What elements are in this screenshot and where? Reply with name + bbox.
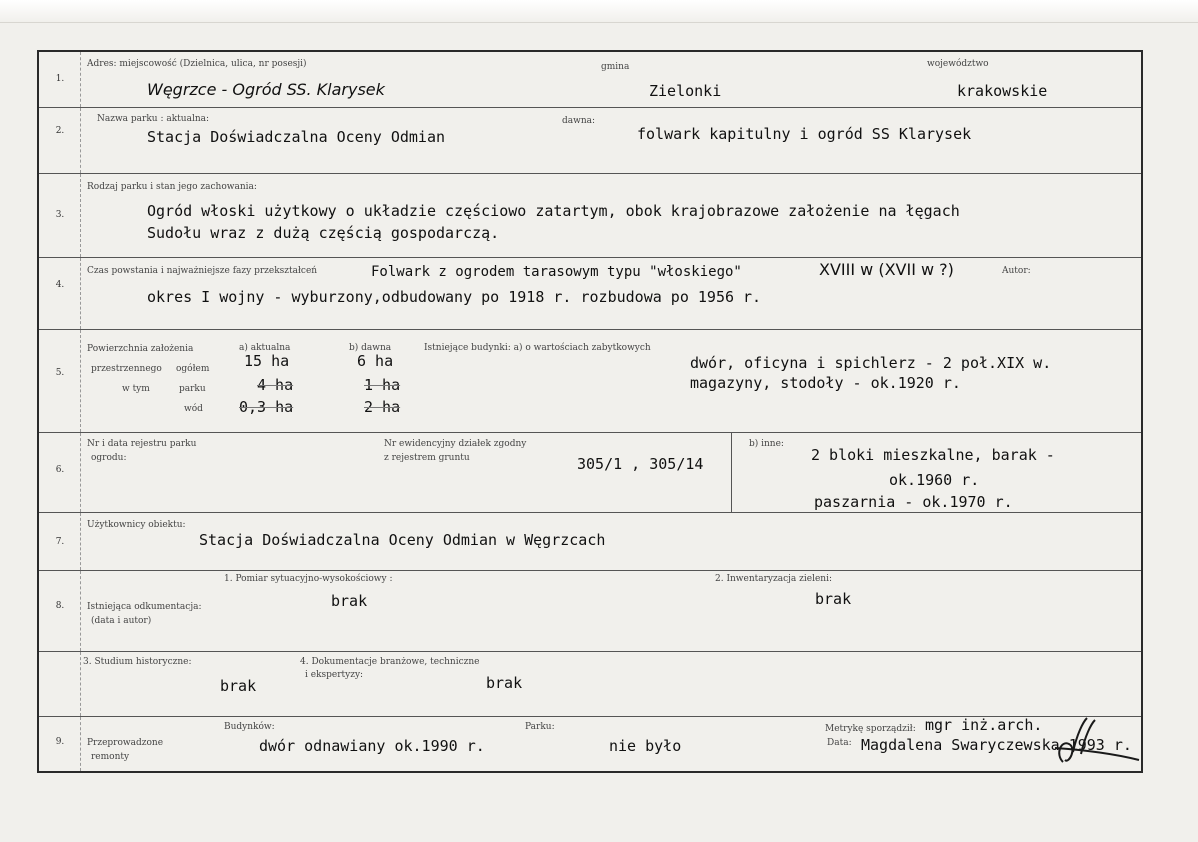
value-buildings-line-1: dwór, oficyna i spichlerz - 2 poł.XIX w. <box>690 354 1052 372</box>
value-technical: brak <box>486 674 523 692</box>
label-buildings-renovation: Budynków: <box>224 722 275 732</box>
value-park-former: 1 ha <box>364 376 401 394</box>
value-park-current: 4 ha <box>257 376 294 394</box>
label-park-name: Nazwa parku : aktualna: <box>97 114 210 124</box>
label-former: b) dawna <box>349 343 392 353</box>
row-number: 2. <box>55 126 65 136</box>
label-author: Autor: <box>1002 266 1031 276</box>
label-area-2: przestrzennego <box>91 364 162 374</box>
value-gmina: Zielonki <box>649 82 722 100</box>
row-6-register <box>39 433 1141 513</box>
value-kind-line-1: Ogród włoski użytkowy o układzie częściowo zatartym, obok krajobrazowe założenie na łęgach <box>147 202 960 220</box>
row-5-area <box>39 330 1141 433</box>
value-kind-line-2: Sudołu wraz z dużą częścią gospodarczą. <box>147 224 500 242</box>
row-9-renovations <box>39 717 1141 771</box>
value-history-line-2: okres I wojny - wyburzony,odbudowany po 1918 r. rozbudowa po 1956 r. <box>147 288 762 306</box>
label-greenery-inventory: 2. Inwentaryzacja zieleni: <box>715 574 833 584</box>
row-8b-studies <box>39 652 1141 717</box>
value-historical-study: brak <box>220 677 257 695</box>
row-number: 5. <box>55 368 65 378</box>
label-renovations-2: remonty <box>91 752 130 762</box>
label-address: Adres: miejscowość (Dzielnica, ulica, nr posesji) <box>87 59 307 69</box>
label-park-renovation: Parku: <box>525 722 555 732</box>
value-survey: brak <box>331 592 368 610</box>
row-number: 7. <box>55 537 65 547</box>
value-buildings-line-2: magazyny, stodoły - ok.1920 r. <box>690 374 961 392</box>
label-buildings: Istniejące budynki: a) o wartościach zabytkowych <box>424 343 651 353</box>
value-total-current: 15 ha <box>244 352 290 370</box>
label-register-1: Nr i data rejestru parku <box>87 439 197 449</box>
label-historical-study: 3. Studium historyczne: <box>83 657 192 667</box>
label-other-buildings: b) inne: <box>749 439 784 449</box>
value-other-line-3: paszarnia - ok.1970 r. <box>814 493 1013 511</box>
label-in-which: w tym <box>122 384 150 394</box>
label-documentation-2: (data i autor) <box>91 616 152 626</box>
value-history-dating: XVIII w (XVII w ?) <box>819 260 954 279</box>
register-divider <box>731 433 732 513</box>
label-users: Użytkownicy obiektu: <box>87 520 186 530</box>
label-total: ogółem <box>176 364 210 374</box>
value-address: Węgrzce - Ogród SS. Klarysek <box>147 80 385 99</box>
row-number: 4. <box>55 280 65 290</box>
label-voivodeship: województwo <box>927 59 989 69</box>
label-technical-1: 4. Dokumentacje branżowe, techniczne <box>300 657 480 667</box>
value-former-name: folwark kapitulny i ogród SS Klarysek <box>637 125 972 143</box>
label-survey: 1. Pomiar sytuacyjno-wysokościowy : <box>224 574 393 584</box>
label-area-1: Powierzchnia założenia <box>87 344 194 354</box>
value-water-former: 2 ha <box>364 398 401 416</box>
value-plots: 305/1 , 305/14 <box>577 455 704 473</box>
row-1-address <box>39 52 1141 108</box>
label-renovations-1: Przeprowadzone <box>87 738 164 748</box>
row-number: 1. <box>55 74 65 84</box>
value-author-1: mgr inż.arch. <box>925 716 1043 734</box>
label-gmina: gmina <box>601 62 630 72</box>
label-date: Data: <box>827 738 852 748</box>
value-other-line-2: ok.1960 r. <box>889 471 980 489</box>
row-3-kind <box>39 174 1141 258</box>
value-total-former: 6 ha <box>357 352 394 370</box>
row-2-name <box>39 108 1141 174</box>
label-plots-2: z rejestrem gruntu <box>384 453 470 463</box>
label-technical-2: i ekspertyzy: <box>305 670 364 680</box>
row-number: 3. <box>55 210 65 220</box>
label-documentation-1: Istniejąca odkumentacja: <box>87 602 202 612</box>
row-7-users <box>39 513 1141 571</box>
value-users: Stacja Doświadczalna Oceny Odmian w Węgrzcach <box>199 531 606 549</box>
top-paper-edge <box>0 0 1198 23</box>
label-park-kind: Rodzaj parku i stan jego zachowania: <box>87 182 257 192</box>
label-register-2: ogrodu: <box>91 453 127 463</box>
label-current: a) aktualna <box>239 343 291 353</box>
form-frame <box>37 50 1143 773</box>
row-8-documentation <box>39 571 1141 652</box>
label-history: Czas powstania i najważniejsze fazy przekształceń <box>87 266 318 276</box>
value-voivodeship: krakowskie <box>957 82 1048 100</box>
signature-mark <box>1025 714 1145 774</box>
value-park-renovation: nie było <box>609 737 682 755</box>
value-other-line-1: 2 bloki mieszkalne, barak - <box>811 446 1055 464</box>
value-water-current: 0,3 ha <box>239 398 294 416</box>
row-number: 6. <box>55 465 65 475</box>
value-buildings-renovation: dwór odnawiany ok.1990 r. <box>259 737 485 755</box>
row-number: 9. <box>55 737 65 747</box>
value-greenery-inventory: brak <box>815 590 852 608</box>
label-plots-1: Nr ewidencyjny działek zgodny <box>384 439 527 449</box>
value-park-name: Stacja Doświadczalna Oceny Odmian <box>147 128 446 146</box>
label-park: parku <box>179 384 206 394</box>
value-history-line-1: Folwark z ogrodem tarasowym typu "włoskiego" <box>371 264 742 280</box>
label-former-name: dawna: <box>562 116 596 126</box>
label-metric-author: Metrykę sporządził: <box>825 724 916 734</box>
row-4-history <box>39 258 1141 330</box>
label-water: wód <box>184 404 203 414</box>
value-author-2: Magdalena Swaryczewska 1993 r. <box>861 736 1132 754</box>
row-number: 8. <box>55 601 65 611</box>
